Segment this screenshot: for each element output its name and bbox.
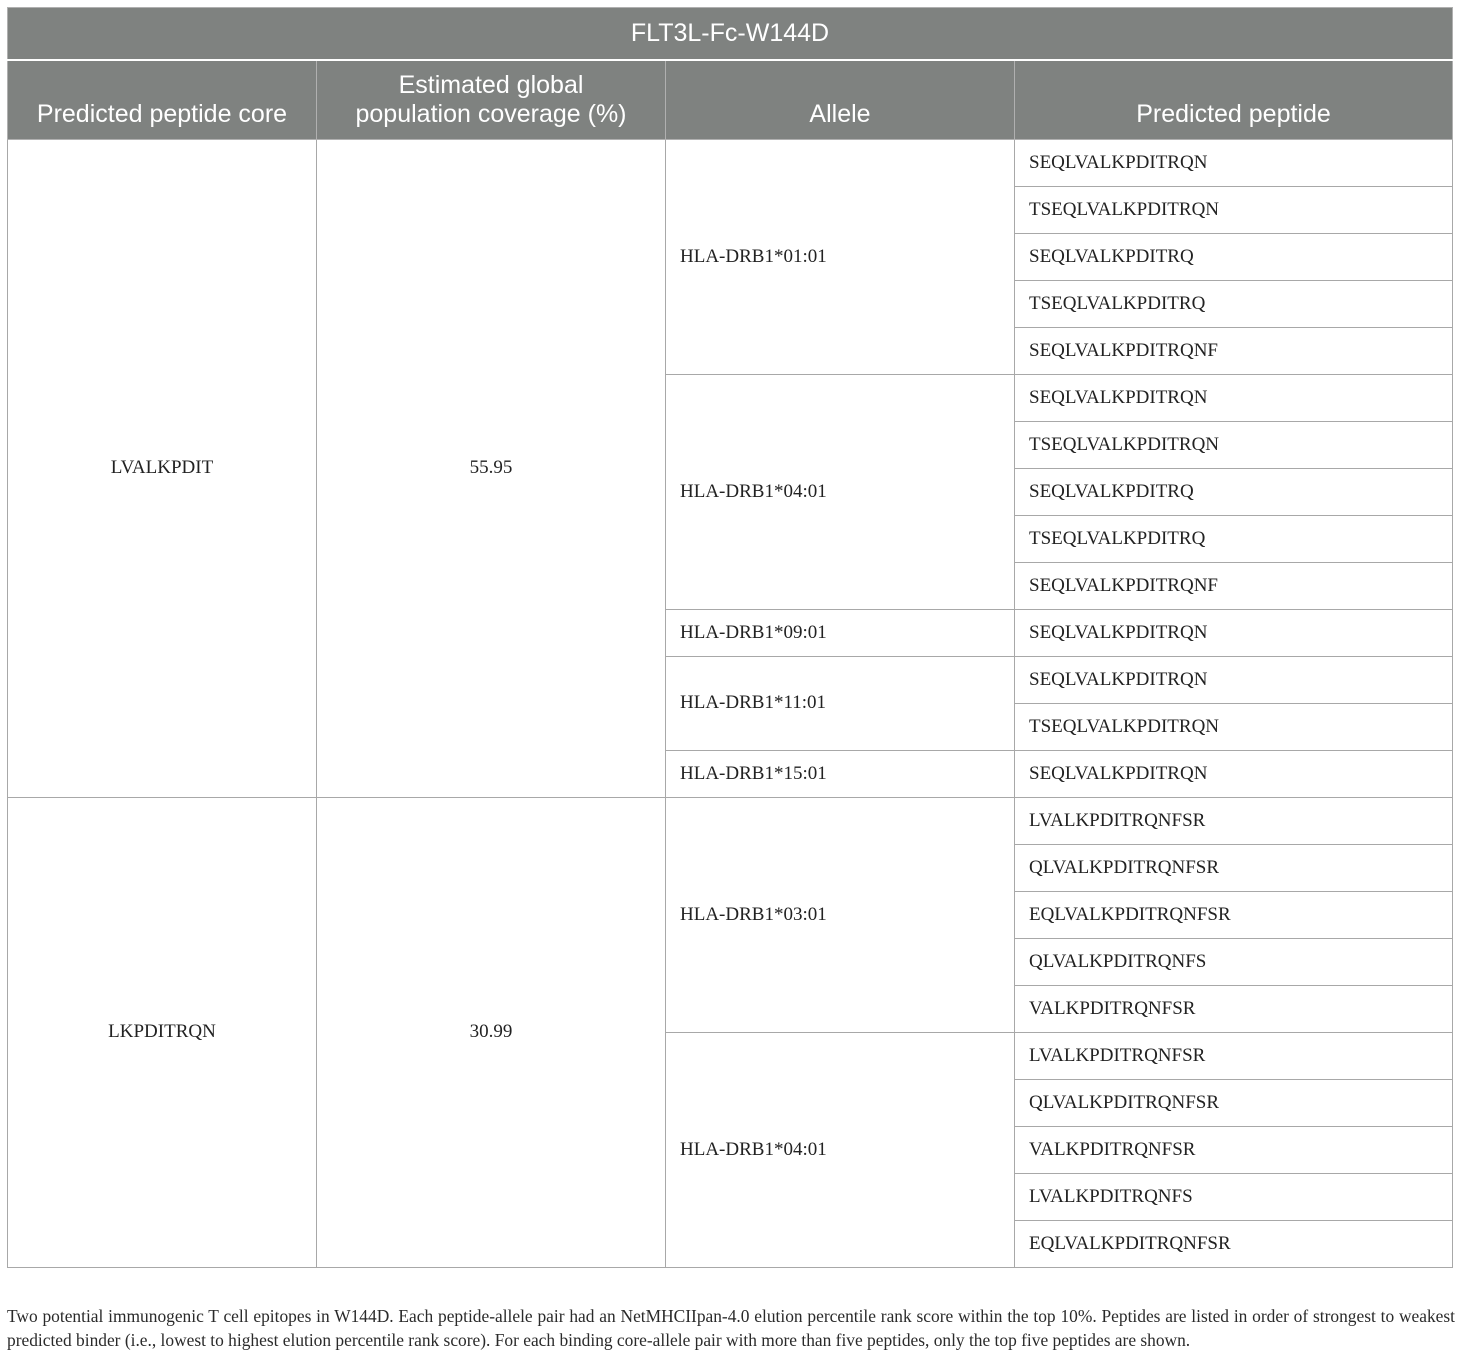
header-coverage-line2: population coverage (%) (355, 99, 627, 128)
allele-cell: HLA-DRB1*11:01 (666, 656, 1015, 750)
allele-cell: HLA-DRB1*03:01 (666, 797, 1015, 1032)
table-row (8, 139, 1453, 186)
predicted-peptide-cell: LVALKPDITRQNFSR (1015, 1032, 1453, 1079)
header-population-coverage (317, 60, 666, 139)
table-caption: Two potential immunogenic T cell epitopes in W144D. Each peptide-allele pair had an NetMHCIIpan-4.0 elution percentile rank score within the top 10%. Peptides are listed in order of strongest to weakest predicted binder (i.e., lowest to highest elution percentile rank score). For each binding core-allele pair with more than five peptides, only the top five peptides are shown. (7, 1306, 1455, 1350)
header-allele: Allele (666, 60, 1015, 139)
predicted-peptide-cell: TSEQLVALKPDITRQN (1015, 421, 1453, 468)
table-title: FLT3L-Fc-W144D (8, 8, 1453, 61)
predicted-peptide-cell: TSEQLVALKPDITRQ (1015, 515, 1453, 562)
epitope-table (7, 7, 1453, 1268)
peptide-core-cell: LVALKPDIT (8, 139, 317, 797)
predicted-peptide-cell: TSEQLVALKPDITRQN (1015, 703, 1453, 750)
predicted-peptide-cell: SEQLVALKPDITRQN (1015, 656, 1453, 703)
predicted-peptide-cell: VALKPDITRQNFSR (1015, 1126, 1453, 1173)
predicted-peptide-cell: EQLVALKPDITRQNFSR (1015, 891, 1453, 938)
table-row (8, 797, 1453, 844)
header-predicted-peptide: Predicted peptide (1015, 60, 1453, 139)
predicted-peptide-cell: SEQLVALKPDITRQNF (1015, 327, 1453, 374)
predicted-peptide-cell: QLVALKPDITRQNFS (1015, 938, 1453, 985)
predicted-peptide-cell: QLVALKPDITRQNFSR (1015, 844, 1453, 891)
predicted-peptide-cell: LVALKPDITRQNFS (1015, 1173, 1453, 1220)
predicted-peptide-cell: SEQLVALKPDITRQN (1015, 609, 1453, 656)
predicted-peptide-cell: SEQLVALKPDITRQ (1015, 233, 1453, 280)
predicted-peptide-cell: QLVALKPDITRQNFSR (1015, 1079, 1453, 1126)
population-coverage-cell: 30.99 (317, 797, 666, 1267)
allele-cell: HLA-DRB1*09:01 (666, 609, 1015, 656)
predicted-peptide-cell: TSEQLVALKPDITRQ (1015, 280, 1453, 327)
allele-cell: HLA-DRB1*01:01 (666, 139, 1015, 374)
predicted-peptide-cell: SEQLVALKPDITRQ (1015, 468, 1453, 515)
predicted-peptide-cell: SEQLVALKPDITRQN (1015, 750, 1453, 797)
predicted-peptide-cell: TSEQLVALKPDITRQN (1015, 186, 1453, 233)
peptide-core-cell: LKPDITRQN (8, 797, 317, 1267)
predicted-peptide-cell: LVALKPDITRQNFSR (1015, 797, 1453, 844)
table-body (8, 139, 1453, 1267)
population-coverage-cell: 55.95 (317, 139, 666, 797)
predicted-peptide-cell: EQLVALKPDITRQNFSR (1015, 1220, 1453, 1267)
predicted-peptide-cell: SEQLVALKPDITRQN (1015, 374, 1453, 421)
header-peptide-core: Predicted peptide core (8, 60, 317, 139)
predicted-peptide-cell: SEQLVALKPDITRQN (1015, 139, 1453, 186)
predicted-peptide-cell: SEQLVALKPDITRQNF (1015, 562, 1453, 609)
allele-cell: HLA-DRB1*04:01 (666, 374, 1015, 609)
allele-cell: HLA-DRB1*04:01 (666, 1032, 1015, 1267)
allele-cell: HLA-DRB1*15:01 (666, 750, 1015, 797)
header-coverage-line1: Estimated global (398, 70, 584, 99)
predicted-peptide-cell: VALKPDITRQNFSR (1015, 985, 1453, 1032)
